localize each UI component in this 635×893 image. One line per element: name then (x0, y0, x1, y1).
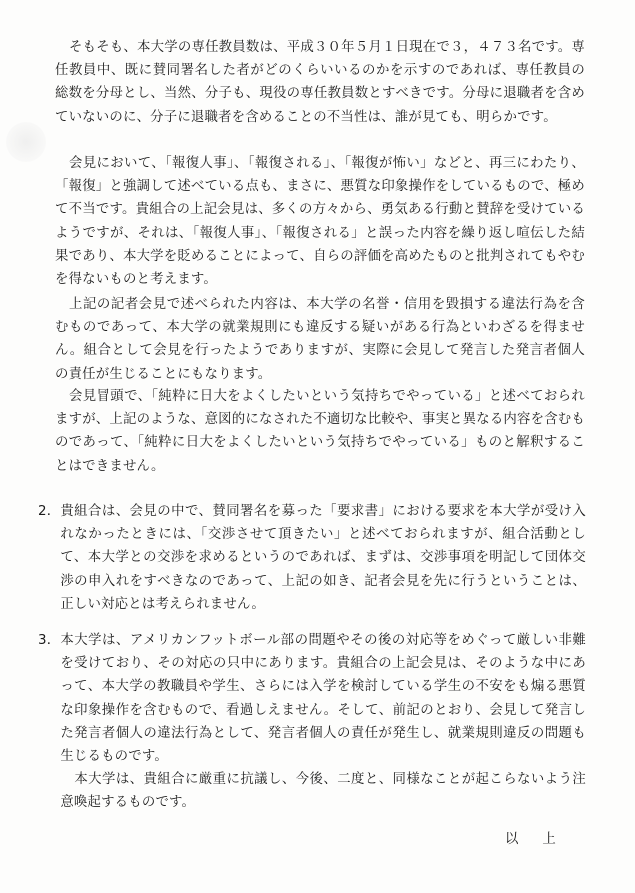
closing-left: 以 (505, 832, 521, 847)
closing-right: 上 (542, 832, 558, 847)
faint-stamp-mark (6, 122, 46, 162)
paragraph-faculty-count: そもそも、本大学の専任教員数は、平成３０年５月１日現在で３，４７３名です。専任教員中、既に賛同署名した者がどのくらいいるのかを示すのであれば、専任教員の総数を分母とし、当然、分子も、現役の専任教員数とすべきです。分母に退職者を含めていないのに、分子に退職者を含めることの不当性は、誰が見ても、明らかです。 (55, 40, 585, 125)
paragraph-retaliation: 会見において、「報復人事」、「報復される」、「報復が怖い」などと、再三にわたり、「報復」と強調して述べている点も、まさに、悪質な印象操作をしているもので、極めて不当です。貴組合の上記会見は、多くの方々から、勇気ある行動と賛辞を受けているようですが、それは、「報復人事」、「報復される」と誤った内容を繰り返し喧伝した結果であり、本大学を貶めることによって、自らの評価を高めたものと批判されてもやむを得ないものと考えます。 (55, 156, 585, 288)
paragraph-press-conference: 上記の記者会見で述べられた内容は、本大学の名誉・信用を毀損する違法行為を含むものであって、本大学の就業規則にも違反する疑いがある行為といわざるを得ません。組合として会見を行ったようでありますが、実際に会見して発言した発言者個人の責任が生じることにもなります。 (55, 297, 585, 382)
item-2 (38, 500, 586, 616)
item-text-continued: 本大学は、貴組合に厳重に抗議し、今後、二度と、同様なことが起こらないよう注意喚起するものです。 (60, 772, 586, 811)
item-text: 本大学は、アメリカンフットボール部の問題やその後の対応等をめぐって厳しい非難を受けており、その対応の只中にあります。貴組合の上記会見は、そのような中にあって、本大学の教職員や学生、さらには入学を検討している学生の不安をも煽る悪質な印象操作を含むもので、看過しえません。そして、前記のとおり、会見して発言した発言者個人の違法行為として、発言者個人の責任が発生し、就業規則違反の問題も生じるものです。 (60, 633, 586, 765)
closing-mark (505, 828, 558, 847)
item-number: 3． (38, 633, 61, 648)
item-number: 2． (38, 504, 61, 519)
paragraph-opening-remarks: 会見冒頭で、「純粋に日大をよくしたいという気持ちでやっている」と述べておられますが、上記のような、意図的になされた不適切な比較や、事実と異なる内容を含むものであって、「純粋に日大をよくしたいという気持ちでやっている」ものと解釈することはできません。 (55, 389, 585, 474)
item-3 (38, 629, 586, 815)
item-text: 貴組合は、会見の中で、賛同署名を募った「要求書」における要求を本大学が受け入れなかったときには、「交渉させて頂きたい」と述べておられますが、組合活動として、本大学との交渉を求めるというのであれば、まずは、交渉事項を明記して団体交渉の申入れをすべきなのであって、上記の如き、記者会見を先に行うということは、正しい対応とは考えられません。 (60, 504, 586, 612)
